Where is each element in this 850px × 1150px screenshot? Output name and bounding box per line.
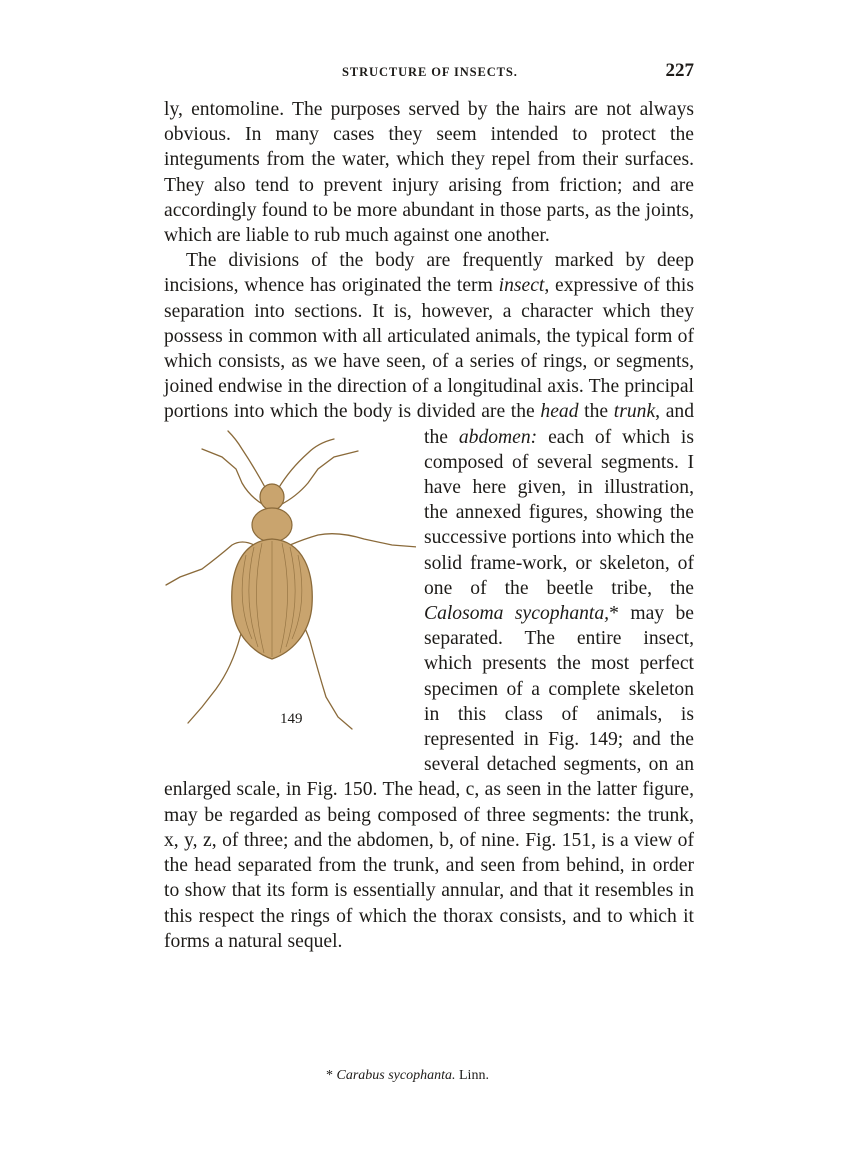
term-abdomen: abdomen: — [458, 426, 538, 448]
running-head: STRUCTURE OF INSECTS. — [342, 65, 518, 79]
term-trunk: trunk — [613, 401, 656, 423]
body-text — [164, 97, 694, 954]
beetle-illustration — [158, 427, 416, 754]
page-number: 227 — [665, 60, 694, 81]
page-header — [164, 60, 694, 86]
footnote — [326, 1068, 489, 1084]
paragraph-text: , expressive of this separation into sections. It is, however, a character which they possess in common with all articulated animals, the typical form of which consists, as we have seen, of a series of rings, or segments, joined endwise in the direction of a longitudinal axis. The principal portions into which the body is divided are the — [164, 275, 694, 423]
footnote-author: Linn. — [459, 1068, 489, 1083]
footnote-name: Carabus sycophanta. — [336, 1068, 456, 1083]
paragraph-text: * may be separated. The entire insect, which presents the most perfect specimen of a complete skeleton in this class of animals, is represented in Fig. 149; and the several detached segments, on an enlarged scale, in Fig. 150. The head, c, as seen in the latter figure, may be regarded as being composed of three segments: the trunk, x, y, z, of three; and the abdomen, b, of nine. Fig. 151, is a view of the head separated from the trunk, and seen from behind, in order to show that its form is essentially annular, and that it resembles in this respect the rings of which the thorax consists, and to which it forms a natural sequel. — [164, 603, 695, 952]
term-head: head — [540, 401, 579, 423]
beetle-figure — [158, 427, 416, 754]
paragraph-text: , and the — [424, 401, 695, 448]
paragraph-divisions — [164, 248, 694, 954]
term-insect: insect — [498, 275, 545, 297]
paragraph-text: the — [578, 401, 614, 423]
paragraph-hairs: ly, entomoline. The purposes served by the hairs are not always obvious. In many cases they seem intended to protect the integuments from the water, which they repel from their surfaces. They also tend to prevent injury arising from friction; and are accordingly found to be more abundant in those parts, as the joints, which are liable to rub much against one another. — [164, 99, 694, 247]
paragraph-text: each of which is composed of several segments. I have here given, in illustration, the annexed figures, showing the successive portions into which the solid frame-work, or skeleton, of one of the beetle tribe, the — [424, 426, 694, 599]
footnote-mark: * — [326, 1068, 333, 1083]
figure-caption: 149 — [280, 710, 303, 727]
paragraph-text: The divisions of the body are frequently marked by deep incisions, whence has originated the term — [164, 250, 694, 297]
species-name: Calosoma sycophanta, — [424, 603, 610, 625]
